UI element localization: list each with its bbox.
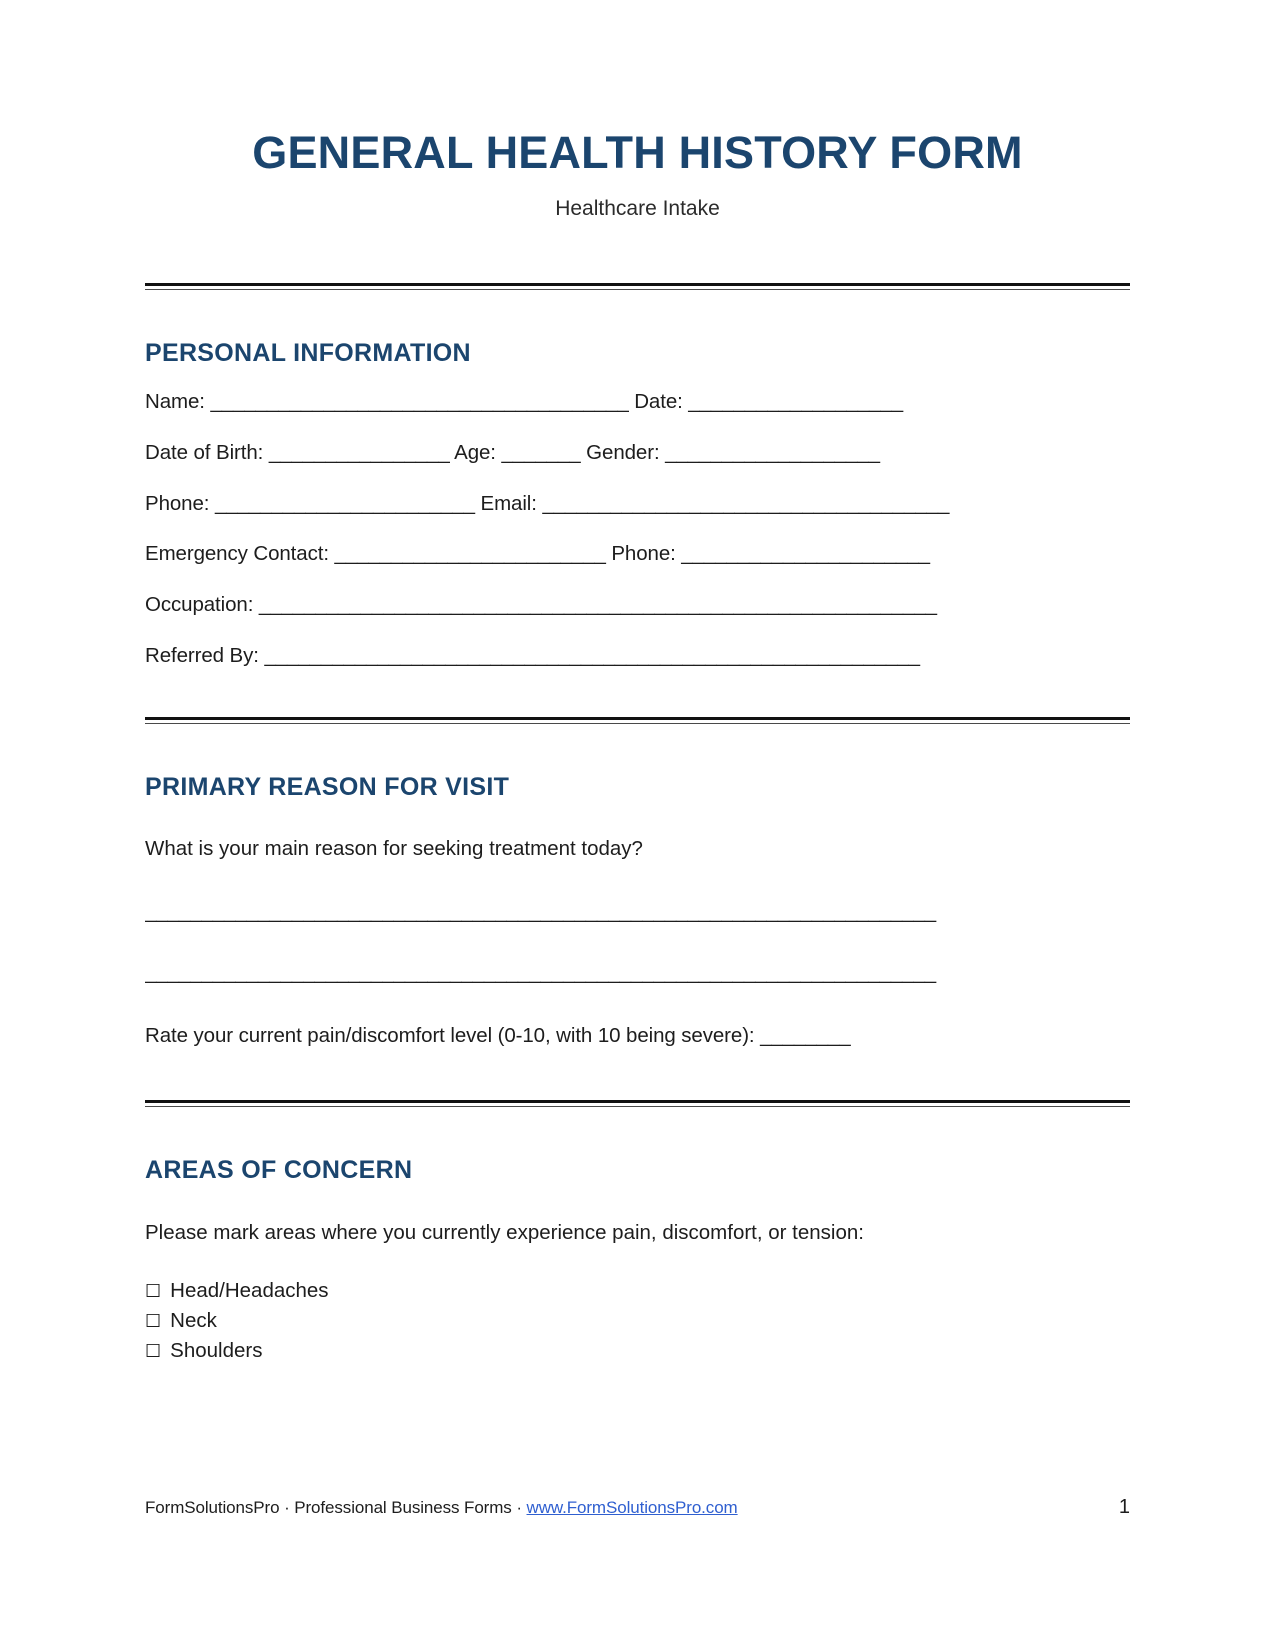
divider-thick-rule (145, 717, 1130, 720)
field-row-phone-email[interactable]: Phone: _______________________ Email: ____________________________________ (145, 491, 950, 515)
checkbox-icon[interactable]: ☐ (145, 1341, 162, 1363)
checkbox-item-shoulders[interactable] (145, 1336, 1130, 1366)
section-heading-primary-reason: PRIMARY REASON FOR VISIT (145, 773, 510, 802)
divider-thick-rule (145, 283, 1130, 286)
areas-of-concern-instruction: Please mark areas where you currently experience pain, discomfort, or tension: (145, 1221, 864, 1245)
section-divider (145, 1100, 1130, 1108)
checkbox-label: Head/Headaches (170, 1278, 329, 1302)
checkbox-item-head-headaches[interactable] (145, 1276, 1130, 1306)
checkbox-icon[interactable]: ☐ (145, 1280, 162, 1302)
field-row-referred-by[interactable]: Referred By: __________________________________________________________ (145, 643, 920, 667)
section-heading-personal-information: PERSONAL INFORMATION (145, 338, 471, 367)
page-footer (145, 1496, 1130, 1519)
page-number: 1 (1118, 1496, 1130, 1518)
checkbox-label: Neck (170, 1309, 217, 1333)
checkbox-item-neck[interactable] (145, 1306, 1130, 1336)
field-row-occupation[interactable]: Occupation: ____________________________________________________________ (145, 592, 937, 616)
field-row-name[interactable]: Name: _____________________________________ Date: ___________________ (145, 390, 904, 414)
footer-brand-label: FormSolutionsPro · Professional Business Forms · (145, 1498, 527, 1517)
primary-reason-answer-line-2[interactable]: ______________________________________________________________________ (145, 961, 937, 985)
section-divider (145, 283, 1130, 291)
areas-of-concern-checkbox-list (145, 1276, 1130, 1367)
primary-reason-question: What is your main reason for seeking treatment today? (145, 836, 643, 860)
document-header (145, 0, 1130, 221)
checkbox-label: Shoulders (170, 1339, 263, 1363)
footer-brand-text (145, 1498, 738, 1518)
divider-thin-rule (145, 1106, 1130, 1107)
document-subtitle: Healthcare Intake (555, 196, 720, 220)
divider-thick-rule (145, 1100, 1130, 1103)
section-heading-areas-of-concern: AREAS OF CONCERN (145, 1156, 413, 1185)
divider-thin-rule (145, 289, 1130, 290)
field-row-emergency-contact[interactable]: Emergency Contact: ________________________ Phone: ______________________ (145, 542, 930, 566)
footer-website-link[interactable]: www.FormSolutionsPro.com (526, 1498, 738, 1517)
divider-thin-rule (145, 723, 1130, 724)
checkbox-icon[interactable]: ☐ (145, 1311, 162, 1333)
pain-level-rating-field[interactable]: Rate your current pain/discomfort level (0-10, with 10 being severe): ________ (145, 1023, 851, 1047)
primary-reason-answer-line-1[interactable]: ______________________________________________________________________ (145, 899, 937, 923)
personal-information-fields (145, 389, 1130, 668)
section-divider (145, 717, 1130, 725)
field-row-dob-age-gender[interactable]: Date of Birth: ________________ Age: _______ Gender: ___________________ (145, 441, 880, 465)
page-title: GENERAL HEALTH HISTORY FORM (252, 127, 1023, 178)
